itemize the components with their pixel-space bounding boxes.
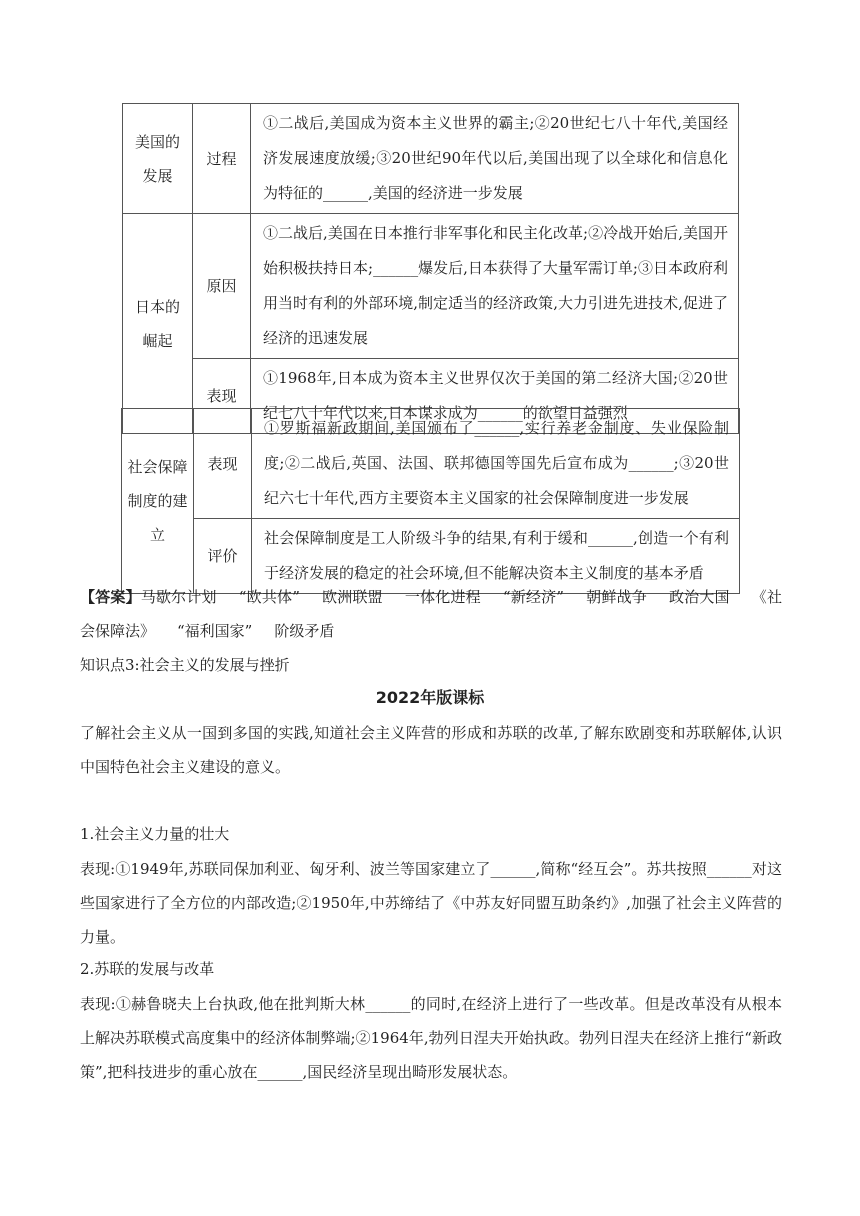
answer-label: 【答案】 (80, 588, 141, 606)
answer-item: “欧共体” (238, 588, 300, 606)
social-security-header: 社会保障制度的建立 (122, 409, 194, 594)
standard-text: 了解社会主义从一国到多国的实践,知道社会主义阵营的形成和苏联的改革,了解东欧剧变和苏联解体,认识中国特色社会主义建设的意义。 (80, 724, 782, 776)
social-eval-label: 评价 (194, 519, 252, 594)
social-perf-label: 表现 (194, 409, 252, 519)
knowledge-point: 知识点3:社会主义的发展与挫折 (80, 656, 290, 674)
japan-cause-text: ①二战后,美国在日本推行非军事化和民主化改革;②冷战开始后,美国开始积极扶持日本;______爆发后,日本获得了大量军需订单;③日本政府利用当时有利的外部环境,制定适当的经济政策,大力引进先进技术,促进了经济的迅速发展 (251, 214, 739, 359)
answer-item: 《社会保障法》 (80, 588, 782, 640)
history-table-1 (122, 103, 739, 434)
answer-item: 欧洲联盟 (321, 588, 383, 606)
answer-item: “新经济” (502, 588, 564, 606)
standard-title: 2022年版课标 (375, 688, 485, 707)
section1-text: 表现:①1949年,苏联同保加利亚、匈牙利、波兰等国家建立了______,简称“经互会”。苏共按照______对这些国家进行了全方位的内部改造;②1950年,中苏缔结了《中苏友好同盟互助条约》,加强了社会主义阵营的力量。 (80, 860, 782, 946)
japan-cause-label: 原因 (193, 214, 251, 359)
japan-perf-text: ①1968年,日本成为资本主义世界仅次于美国的第二经济大国;②20世纪七八十年代以来,日本谋求成为______的欲望日益强烈 (251, 359, 739, 434)
table-row (123, 104, 739, 214)
us-dev-header: 美国的发展 (123, 104, 193, 214)
table-row (122, 409, 740, 519)
answer-block (80, 580, 782, 648)
social-eval-text: 社会保障制度是工人阶级斗争的结果,有利于缓和______,创造一个有利于经济发展的稳定的社会环境,但不能解决资本主义制度的基本矛盾 (252, 519, 740, 594)
section1-heading: 1.社会主义力量的壮大 (80, 825, 230, 843)
japan-perf-label: 表现 (193, 359, 251, 434)
table-row (123, 214, 739, 359)
answer-item: 一体化进程 (404, 588, 481, 606)
answer-item: 马歇尔计划 (140, 588, 217, 606)
japan-rise-header: 日本的崛起 (123, 214, 193, 434)
answer-item: 政治大国 (668, 588, 730, 606)
answer-item: 阶级矛盾 (274, 622, 335, 640)
answer-items (80, 588, 782, 640)
answer-item: “福利国家” (177, 622, 253, 640)
answer-item: 朝鲜战争 (585, 588, 647, 606)
section2-text: 表现:①赫鲁晓夫上台执政,他在批判斯大林______的同时,在经济上进行了一些改革。但是改革没有从根本上解决苏联模式高度集中的经济体制弊端;②1964年,勃列日涅夫开始执政。勃列日涅夫在经济上推行“新政策”,把科技进步的重心放在______,国民经济呈现出畸形发展状态。 (80, 995, 782, 1081)
history-table-2 (121, 408, 740, 594)
section2-heading: 2.苏联的发展与改革 (80, 960, 215, 978)
us-process-text: ①二战后,美国成为资本主义世界的霸主;②20世纪七八十年代,美国经济发展速度放缓;③20世纪90年代以后,美国出现了以全球化和信息化为特征的______,美国的经济进一步发展 (251, 104, 739, 214)
social-perf-text: ①罗斯福新政期间,美国颁布了______,实行养老金制度、失业保险制度;②二战后,英国、法国、联邦德国等国先后宣布成为______;③20世纪六七十年代,西方主要资本主义国家的社会保障制度进一步发展 (252, 409, 740, 519)
us-process-label: 过程 (193, 104, 251, 214)
